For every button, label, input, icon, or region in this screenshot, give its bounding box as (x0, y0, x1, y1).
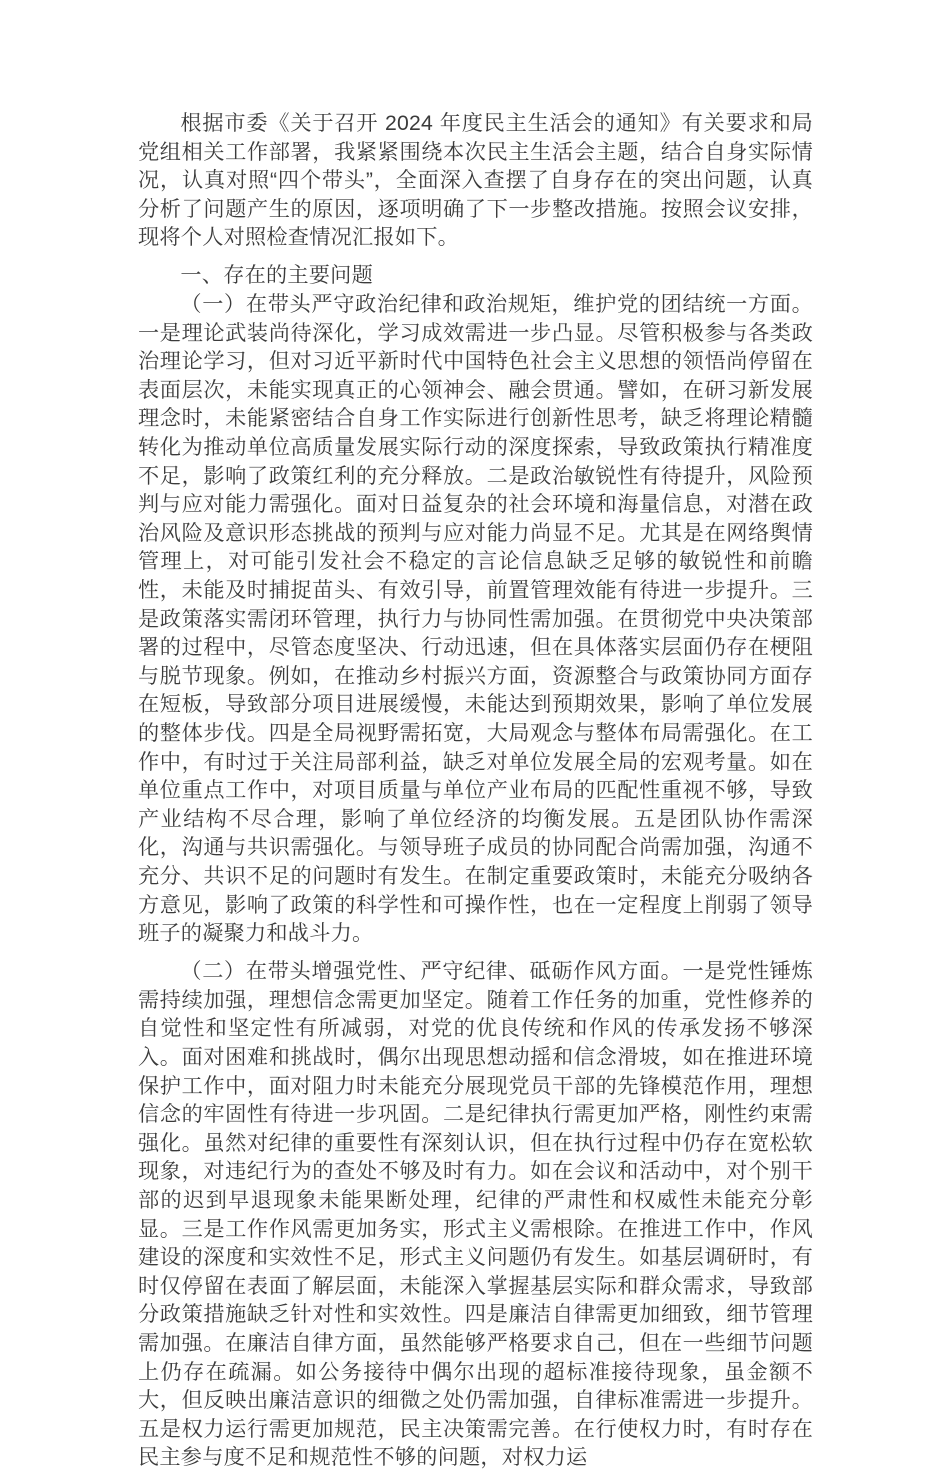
section-heading-main-problems: 一、存在的主要问题 (180, 264, 373, 288)
subsection-paragraph-party-spirit-discipline: （二）在带头增强党性、严守纪律、砥砺作风方面。一是党性锤炼需持续加强，理想信念需更加坚定。随着工作任务的加重，党性修养的自觉性和坚定性有所减弱，对党的优良传统和作风的传承发扬不够深入。面对困难和挑战时，偶尔出现思想动摇和信念滑坡，如在推进环境保护工作中，面对阻力时未能充分展现党员干部的先锋模范作用，理想信念的牢固性有待进一步巩固。二是纪律执行需更加严格，刚性约束需强化。虽然对纪律的重要性有深刻认识，但在执行过程中仍存在宽松软现象，对违纪行为的查处不够及时有力。如在会议和活动中，对个别干部的迟到早退现象未能果断处理，纪律的严肃性和权威性未能充分彰显。三是工作作风需更加务实，形式主义需根除。在推进工作中，作风建设的深度和实效性不足，形式主义问题仍有发生。如基层调研时，有时仅停留在表面了解层面，未能深入掌握基层实际和群众需求，导致部分政策措施缺乏针对性和实效性。四是廉洁自律需更加细致，细节管理需加强。在廉洁自律方面，虽然能够严格要求自己，但在一些细节问题上仍存在疏漏。如公务接待中偶尔出现的超标准接待现象，虽金额不大，但反映出廉洁意识的细微之处仍需加强，自律标准需进一步提升。五是权力运行需更加规范，民主决策需完善。在行使权力时，有时存在民主参与度不足和规范性不够的问题，对权力运 (138, 960, 813, 1470)
document-body (138, 110, 813, 1473)
subsection-paragraph-political-discipline: （一）在带头严守政治纪律和政治规矩，维护党的团结统一方面。一是理论武装尚待深化，学习成效需进一步凸显。尽管积极参与各类政治理论学习，但对习近平新时代中国特色社会主义思想的领悟尚停留在表面层次，未能实现真正的心领神会、融会贯通。譬如，在研习新发展理念时，未能紧密结合自身工作实际进行创新性思考，缺乏将理论精髓转化为推动单位高质量发展实际行动的深度探索，导致政策执行精准度不足，影响了政策红利的充分释放。二是政治敏锐性有待提升，风险预判与应对能力需强化。面对日益复杂的社会环境和海量信息，对潜在政治风险及意识形态挑战的预判与应对能力尚显不足。尤其是在网络舆情管理上，对可能引发社会不稳定的言论信息缺乏足够的敏锐性和前瞻性，未能及时捕捉苗头、有效引导，前置管理效能有待进一步提升。三是政策落实需闭环管理，执行力与协同性需加强。在贯彻党中央决策部署的过程中，尽管态度坚决、行动迅速，但在具体落实层面仍存在梗阻与脱节现象。例如，在推动乡村振兴方面，资源整合与政策协同方面存在短板，导致部分项目进展缓慢，未能达到预期效果，影响了单位发展的整体步伐。四是全局视野需拓宽，大局观念与整体布局需强化。在工作中，有时过于关注局部利益，缺乏对单位发展全局的宏观考量。如在单位重点工作中，对项目质量与单位产业布局的匹配性重视不够，导致产业结构不尽合理，影响了单位经济的均衡发展。五是团队协作需深化，沟通与共识需强化。与领导班子成员的协同配合尚需加强，沟通不充分、共识不足的问题时有发生。在制定重要政策时，未能充分吸纳各方意见，影响了政策的科学性和可操作性，也在一定程度上削弱了领导班子的凝聚力和战斗力。 (138, 293, 813, 946)
intro-paragraph: 根据市委《关于召开 2024 年度民主生活会的通知》有关要求和局党组相关工作部署，我紧紧围绕本次民主生活会主题，结合自身实际情况，认真对照“四个带头”，全面深入查摆了自身存在的突出问题，认真分析了问题产生的原因，逐项明确了下一步整改措施。按照会议安排，现将个人对照检查情况汇报如下。 (138, 112, 813, 250)
